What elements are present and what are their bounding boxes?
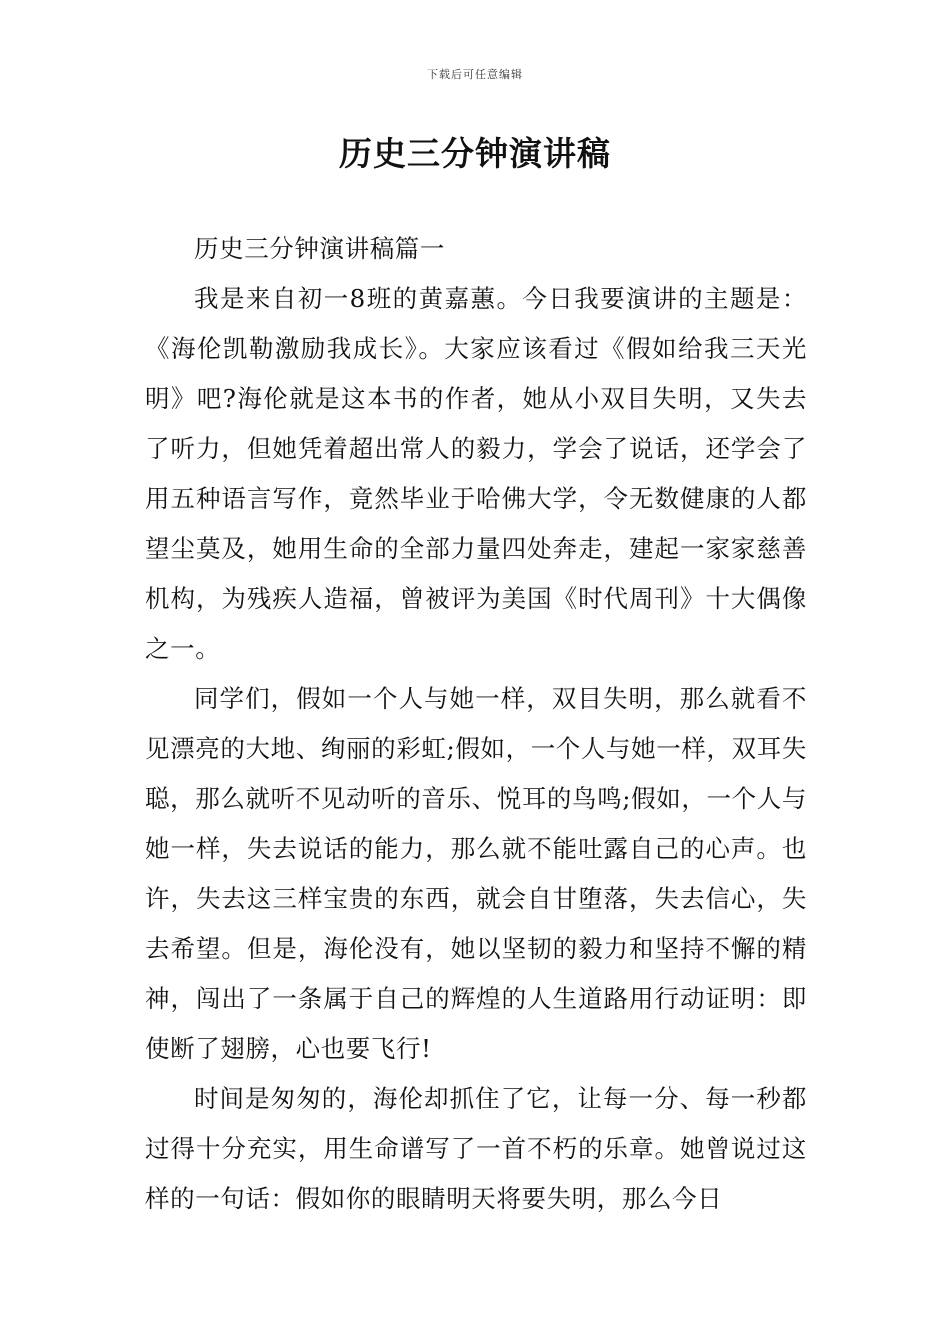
paragraph: 同学们，假如一个人与她一样，双目失明，那么就看不见漂亮的大地、绚丽的彩虹;假如，一个人与她一样，双耳失聪，那么就听不见动听的音乐、悦耳的鸟鸣;假如，一个人与她一样，失去说话的能力，那么就不能吐露自己的心声。也许，失去这三样宝贵的东西，就会自甘堕落，失去信心，失去希望。但是，海伦没有，她以坚韧的毅力和坚持不懈的精神，闯出了一条属于自己的辉煌的人生道路用行动证明：即使断了翅膀，心也要飞行! (145, 684, 807, 1063)
document-title: 历史三分钟演讲稿 (339, 134, 611, 173)
paragraph: 我是来自初一8班的黄嘉蕙。今日我要演讲的主题是：《海伦凯勒激励我成长》。大家应该看过《假如给我三天光明》吧?海伦就是这本书的作者，她从小双目失明，又失去了听力，但她凭着超出常人的毅力，学会了说话，还学会了用五种语言写作，竟然毕业于哈佛大学，令无数健康的人都望尘莫及，她用生命的全部力量四处奔走，建起一家家慈善机构，为残疾人造福，曾被评为美国《时代周刊》十大偶像之一。 (145, 284, 807, 663)
section-subheading: 历史三分钟演讲稿篇一 (194, 234, 445, 263)
header-note: 下载后可任意编辑 (427, 68, 523, 81)
document-body (145, 224, 807, 1224)
paragraph: 时间是匆匆的，海伦却抓住了它，让每一分、每一秒都过得十分充实，用生命谱写了一首不朽的乐章。她曾说过这样的一句话：假如你的眼睛明天将要失明，那么今日 (145, 1084, 807, 1213)
